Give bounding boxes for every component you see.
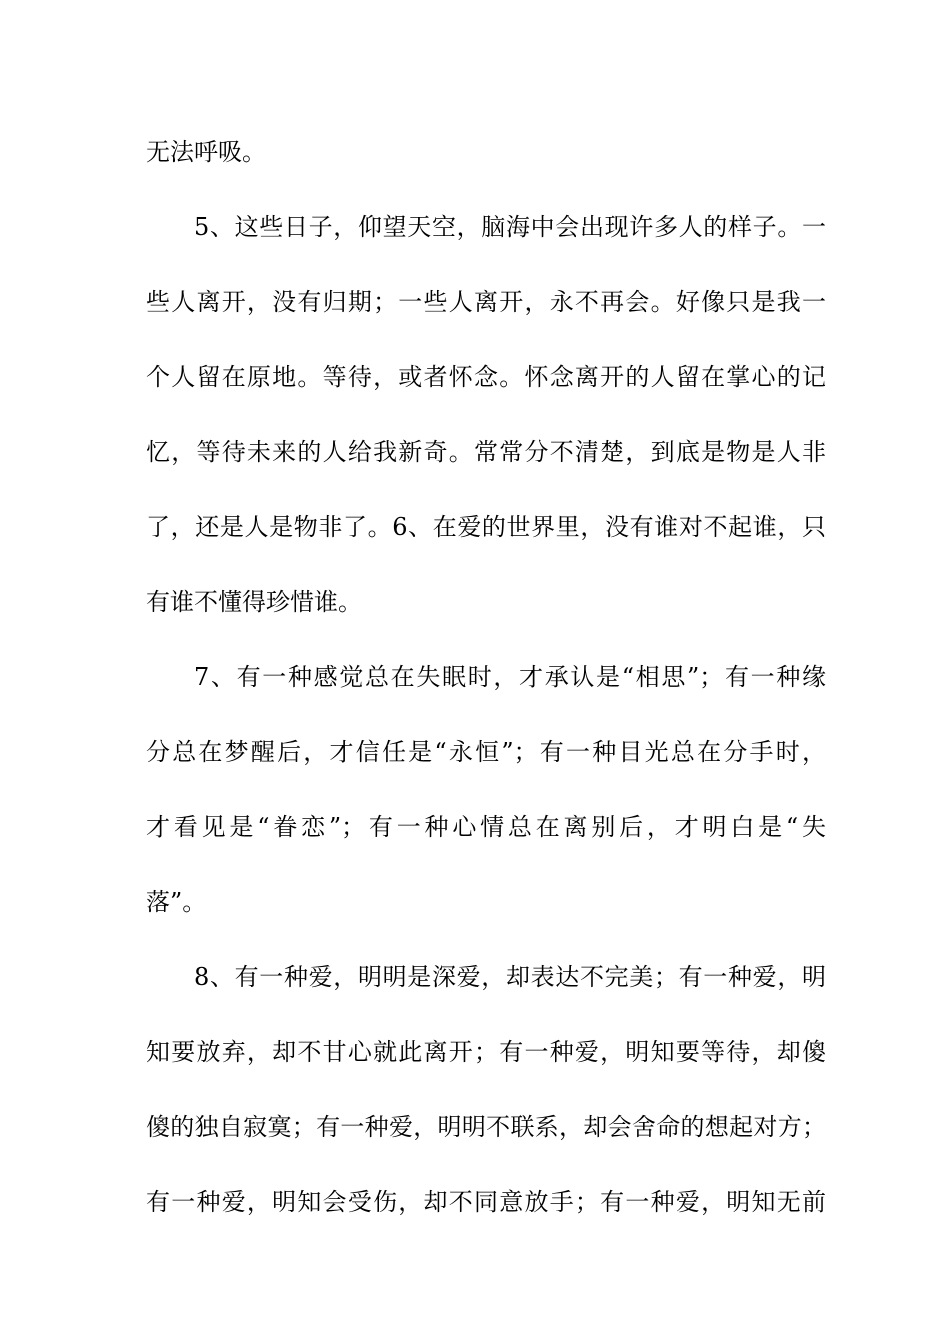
paragraph-8-line-1: 8、有一种爱，明明是深爱，却表达不完美；有一种爱，明 (194, 963, 826, 991)
text-line: 落”。 (146, 888, 207, 916)
paragraph-7-line-1: 7、有一种感觉总在失眠时，才承认是“相思”；有一种缘 (194, 663, 826, 691)
text-line: 有一种爱，明知会受伤，却不同意放手；有一种爱，明知无前 (146, 1188, 826, 1216)
text-line: 有谁不懂得珍惜谁。 (146, 588, 362, 616)
paragraph-5-line-1: 5、这些日子，仰望天空，脑海中会出现许多人的样子。一 (194, 213, 826, 241)
text-line: 知要放弃，却不甘心就此离开；有一种爱，明知要等待，却傻 (146, 1038, 826, 1066)
text-line: 个人留在原地。等待，或者怀念。怀念离开的人留在掌心的记 (146, 363, 826, 391)
text-line: 傻的独自寂寞；有一种爱，明明不联系，却会舍命的想起对方； (146, 1113, 826, 1141)
text-line: 了，还是人是物非了。6、在爱的世界里，没有谁对不起谁，只 (146, 513, 826, 541)
text-line: 分总在梦醒后，才信任是“永恒”；有一种目光总在分手时， (146, 738, 826, 766)
text-line: 些人离开，没有归期；一些人离开，永不再会。好像只是我一 (146, 288, 826, 316)
text-line: 忆，等待未来的人给我新奇。常常分不清楚，到底是物是人非 (146, 438, 826, 466)
text-line: 才看见是“眷恋”；有一种心情总在离别后，才明白是“失 (146, 813, 826, 841)
text-line: 无法呼吸。 (146, 138, 266, 166)
